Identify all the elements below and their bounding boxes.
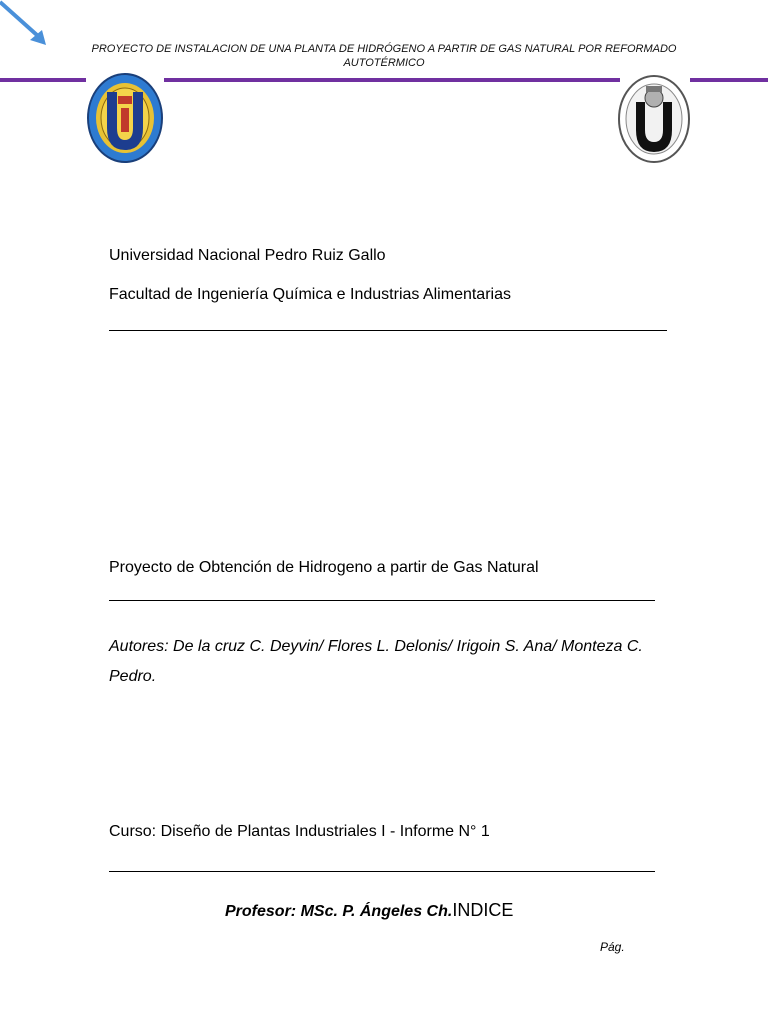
header-rule xyxy=(690,78,768,82)
faculty-name: Facultad de Ingeniería Química e Industrias Alimentarias xyxy=(109,286,511,303)
header-rule xyxy=(164,78,620,82)
authors: Autores: De la cruz C. Deyvin/ Flores L. Delonis/ Irigoin S. Ana/ Monteza C. Pedro. xyxy=(109,638,643,685)
divider xyxy=(109,871,655,872)
header-rule xyxy=(0,78,86,82)
corner-arrow-icon xyxy=(0,0,52,50)
faculty-seal-logo xyxy=(616,72,692,166)
university-seal-logo xyxy=(85,70,165,166)
professor-line xyxy=(225,900,513,921)
index-heading: INDICE xyxy=(452,900,514,920)
divider xyxy=(109,600,655,601)
project-title: Proyecto de Obtención de Hidrogeno a partir de Gas Natural xyxy=(109,559,539,576)
divider xyxy=(109,330,667,331)
professor-name: Profesor: MSc. P. Ángeles Ch. xyxy=(225,903,453,920)
page-column-label: Pág. xyxy=(600,940,625,954)
university-name: Universidad Nacional Pedro Ruiz Gallo xyxy=(109,247,386,264)
running-header: PROYECTO DE INSTALACION DE UNA PLANTA DE HIDRÓGENO A PARTIR DE GAS NATURAL POR REFORMADO AUTOTÉRMICO xyxy=(91,43,677,69)
course-title: Curso: Diseño de Plantas Industriales I - Informe N° 1 xyxy=(109,823,490,840)
